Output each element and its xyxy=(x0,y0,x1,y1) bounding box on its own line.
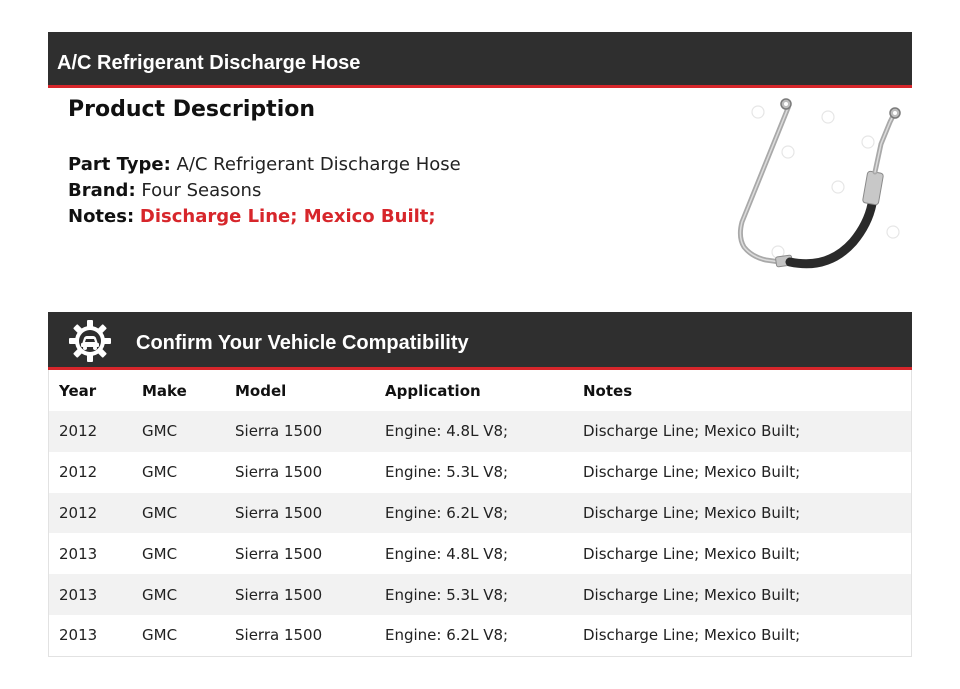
notes-value: Discharge Line; Mexico Built; xyxy=(139,206,436,227)
cell-year: 2012 xyxy=(49,493,132,534)
cell-model: Sierra 1500 xyxy=(225,452,375,493)
product-title: A/C Refrigerant Discharge Hose xyxy=(57,52,361,74)
compatibility-table-container xyxy=(48,370,912,657)
cell-notes: Discharge Line; Mexico Built; xyxy=(573,533,911,574)
cell-application: Engine: 5.3L V8; xyxy=(375,452,573,493)
brand-label: Brand: xyxy=(68,180,136,201)
compatibility-title-bar xyxy=(48,312,912,370)
cell-notes: Discharge Line; Mexico Built; xyxy=(573,411,911,452)
product-description-heading: Product Description xyxy=(68,97,316,122)
cell-notes: Discharge Line; Mexico Built; xyxy=(573,452,911,493)
cell-application: Engine: 4.8L V8; xyxy=(375,533,573,574)
column-header-application: Application xyxy=(385,381,481,400)
compatibility-title: Confirm Your Vehicle Compatibility xyxy=(136,332,469,354)
cell-notes: Discharge Line; Mexico Built; xyxy=(573,493,911,534)
cell-make: GMC xyxy=(132,533,225,574)
cell-year: 2013 xyxy=(49,574,132,615)
part-type-value: A/C Refrigerant Discharge Hose xyxy=(176,154,461,175)
column-header-model: Model xyxy=(235,381,287,400)
product-title-bar xyxy=(48,32,912,88)
cell-make: GMC xyxy=(132,452,225,493)
cell-year: 2012 xyxy=(49,452,132,493)
cell-model: Sierra 1500 xyxy=(225,411,375,452)
table-row xyxy=(49,533,911,574)
column-header-make: Make xyxy=(142,381,187,400)
part-type-row xyxy=(68,152,461,178)
brand-row xyxy=(68,178,461,204)
cell-model: Sierra 1500 xyxy=(225,615,375,656)
table-header-row xyxy=(49,370,911,411)
table-row xyxy=(49,493,911,534)
discharge-hose-illustration xyxy=(718,92,918,282)
cell-make: GMC xyxy=(132,493,225,534)
cell-year: 2012 xyxy=(49,411,132,452)
cell-model: Sierra 1500 xyxy=(225,493,375,534)
compatibility-table xyxy=(49,370,911,656)
cell-year: 2013 xyxy=(49,533,132,574)
table-row xyxy=(49,452,911,493)
product-description-list xyxy=(68,152,461,230)
cell-model: Sierra 1500 xyxy=(225,533,375,574)
cell-make: GMC xyxy=(132,411,225,452)
column-header-notes: Notes xyxy=(583,381,633,400)
table-row xyxy=(49,411,911,452)
cell-application: Engine: 6.2L V8; xyxy=(375,615,573,656)
cell-model: Sierra 1500 xyxy=(225,574,375,615)
cell-notes: Discharge Line; Mexico Built; xyxy=(573,574,911,615)
cell-application: Engine: 4.8L V8; xyxy=(375,411,573,452)
cell-application: Engine: 5.3L V8; xyxy=(375,574,573,615)
gear-car-icon xyxy=(68,319,112,363)
notes-row xyxy=(68,204,461,230)
cell-notes: Discharge Line; Mexico Built; xyxy=(573,615,911,656)
brand-value: Four Seasons xyxy=(141,180,262,201)
part-type-label: Part Type: xyxy=(68,154,171,175)
cell-year: 2013 xyxy=(49,615,132,656)
column-header-year: Year xyxy=(59,381,97,400)
cell-make: GMC xyxy=(132,574,225,615)
cell-make: GMC xyxy=(132,615,225,656)
cell-application: Engine: 6.2L V8; xyxy=(375,493,573,534)
product-image xyxy=(718,92,918,282)
table-row xyxy=(49,574,911,615)
table-row xyxy=(49,615,911,656)
notes-label: Notes: xyxy=(68,206,135,227)
